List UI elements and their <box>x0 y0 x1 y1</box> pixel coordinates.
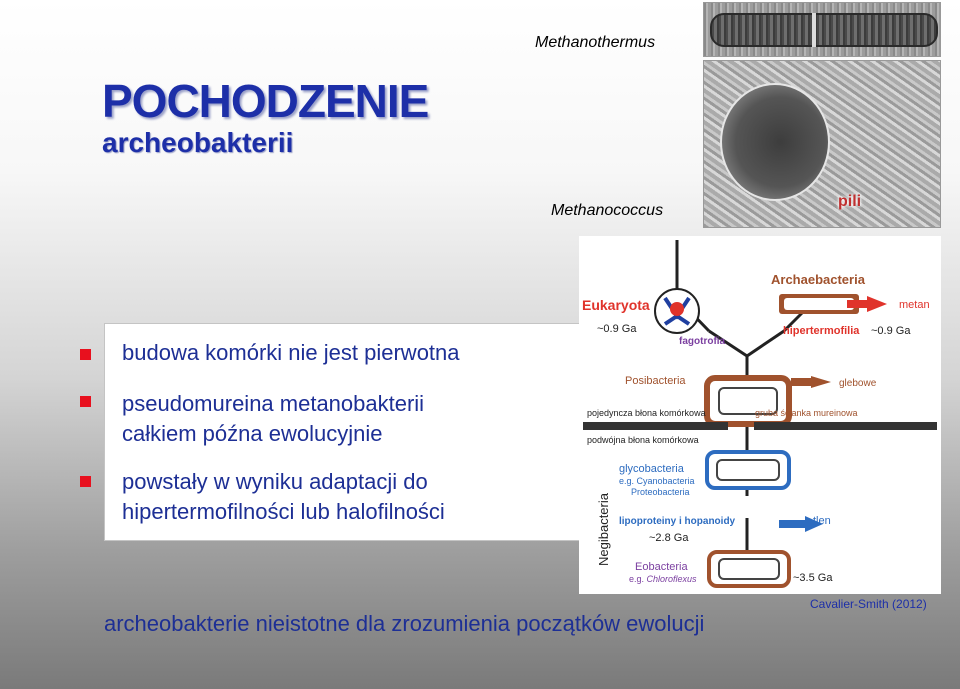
glebowe-arrow-icon <box>811 376 831 388</box>
negibacteria-label: Negibacteria <box>596 493 611 566</box>
cyanobacteria-label: e.g. Cyanobacteria <box>619 476 695 486</box>
citation: Cavalier-Smith (2012) <box>810 597 927 611</box>
pili-label: pili <box>838 193 862 210</box>
bullet-text-3: powstały w wyniku adaptacji do hipertermofilności lub halofilności <box>122 469 445 524</box>
separator-bar <box>754 422 937 430</box>
glyco-age: ~2.8 Ga <box>649 532 689 544</box>
tlen-label: tlen <box>813 515 831 527</box>
methanothermus-micrograph <box>703 2 941 57</box>
proteobacteria-label: Proteobacteria <box>631 487 690 497</box>
separator-bar <box>583 422 728 430</box>
methanococcus-label: Methanococcus <box>551 202 664 219</box>
fagotrofia-label: fagotrofia <box>679 336 726 347</box>
slide-subtitle: archeobakterii <box>102 127 294 158</box>
single-membrane-label: pojedyncza błona komórkowa <box>587 408 706 418</box>
posibacteria-label: Posibacteria <box>625 375 686 387</box>
bullet-text-1: budowa komórki nie jest pierwotna <box>122 340 460 365</box>
glebowe-label: glebowe <box>839 378 877 389</box>
methanococcus-micrograph <box>703 60 941 228</box>
bullet-marker <box>80 476 91 487</box>
metan-label: metan <box>899 299 930 311</box>
chloroflexus-label: e.g. Chloroflexus <box>629 574 697 584</box>
archaebacteria-age: ~0.9 Ga <box>871 325 911 337</box>
metan-arrow-icon <box>867 296 887 312</box>
bullet-marker <box>80 349 91 360</box>
bullet-text-2: pseudomureina metanobakterii całkiem późna ewolucyjnie <box>122 391 425 446</box>
hipertermofilia-label: hipertermofilia <box>783 325 860 337</box>
glycobacteria-label: glycobacteria <box>619 463 684 475</box>
eukaryota-label: Eukaryota <box>582 297 650 313</box>
double-membrane-label: podwójna błona komórkowa <box>587 435 699 445</box>
eobacteria-label: Eobacteria <box>635 561 688 573</box>
evolution-diagram <box>579 236 941 594</box>
lipoproteins-label: lipoproteiny i hopanoidy <box>619 516 736 527</box>
eobacteria-age: ~3.5 Ga <box>793 572 833 584</box>
thick-wall-label: gruba ścianka mureinowa <box>755 408 858 418</box>
slide-title: POCHODZENIE <box>102 75 429 127</box>
conclusion-text: archeobakterie nieistotne dla zrozumienia początków ewolucji <box>104 611 705 636</box>
bullet-marker <box>80 396 91 407</box>
eukaryote-cell-icon <box>655 289 699 333</box>
methanothermus-label: Methanothermus <box>535 34 656 51</box>
eukaryota-age: ~0.9 Ga <box>597 323 637 335</box>
archaebacteria-label: Archaebacteria <box>771 272 865 287</box>
